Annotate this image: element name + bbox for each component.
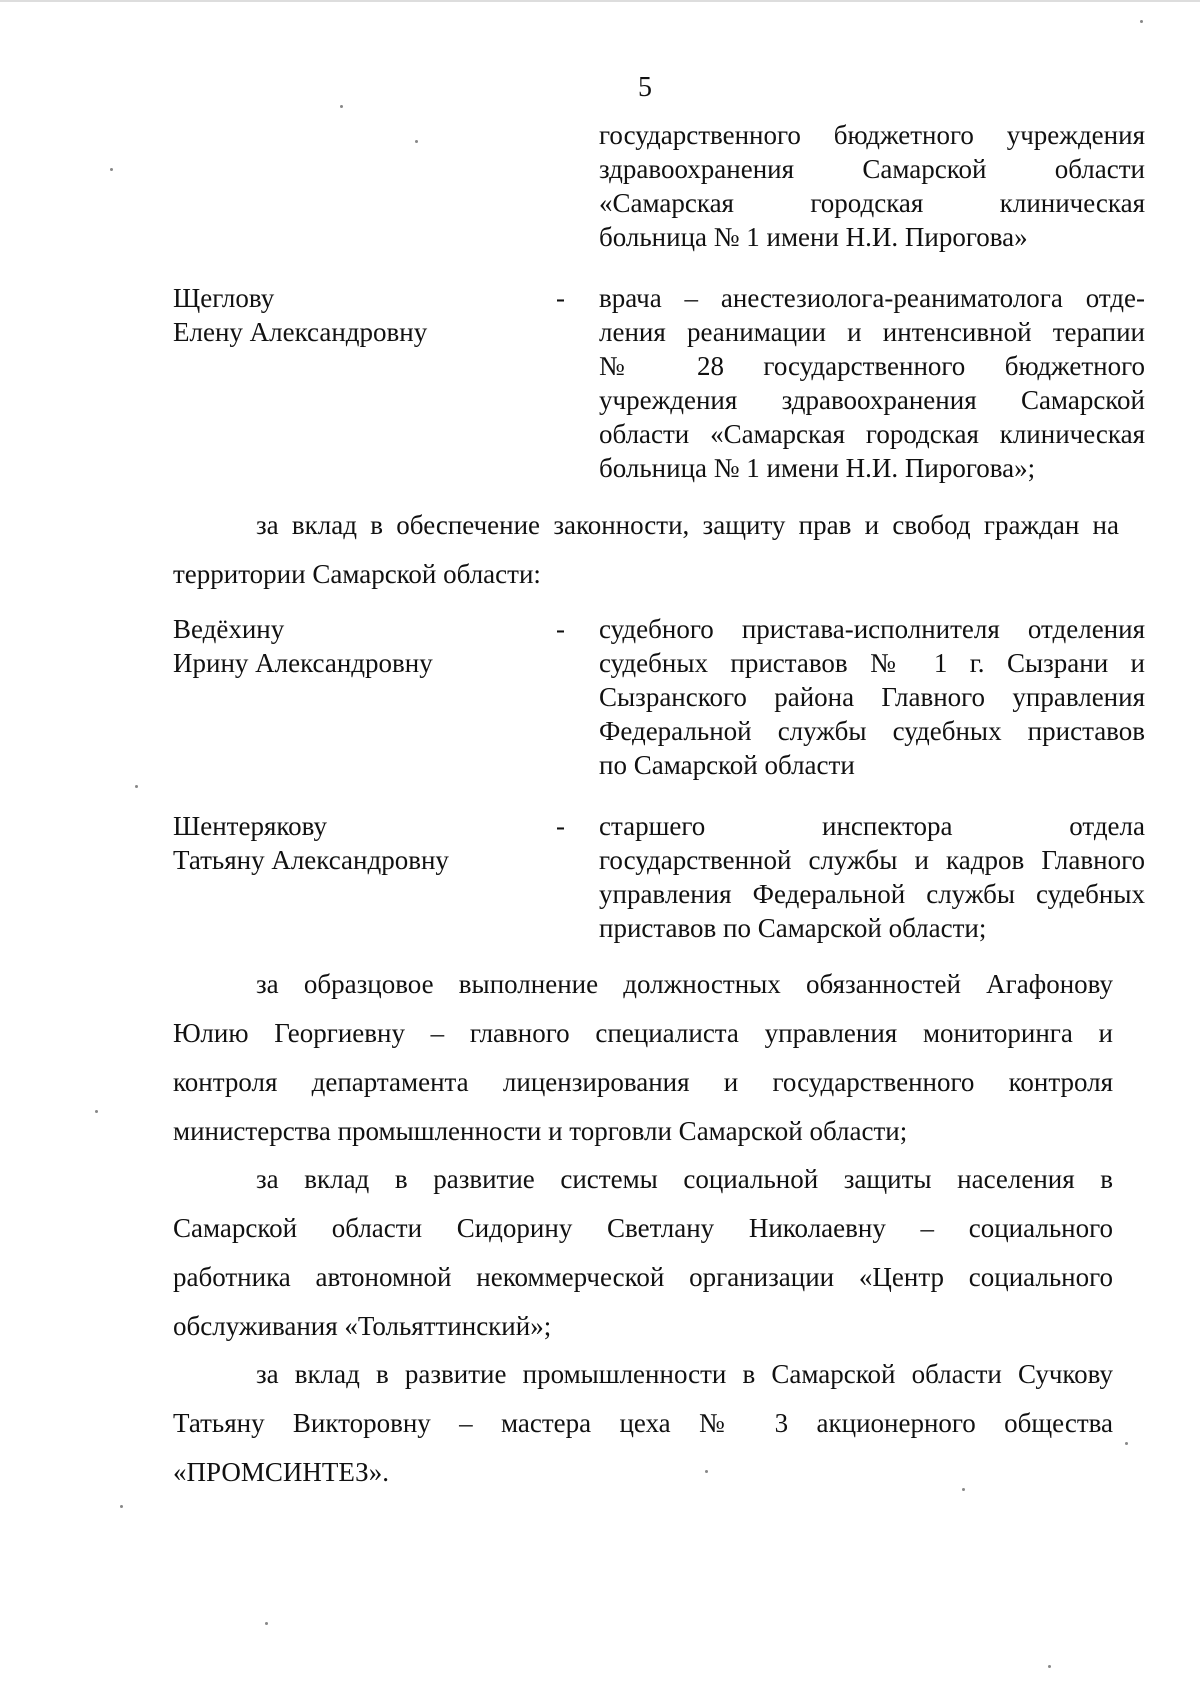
award-paragraph-3 xyxy=(173,1350,1113,1497)
name-line: Елену Александровну xyxy=(173,317,428,347)
text-line: Федеральной службы судебных приставов xyxy=(599,716,1145,746)
text-line: судебного пристава-исполнителя отделения xyxy=(599,614,1145,644)
text-line: Самарской области Сидорину Светлану Николаевну – социального xyxy=(173,1213,1113,1243)
text-line: больница № 1 имени Н.И. Пирогова» xyxy=(599,222,1028,252)
text-line: Юлию Георгиевну – главного специалиста управления мониторинга и xyxy=(173,1018,1113,1048)
awardee-name-1 xyxy=(173,281,503,349)
name-line: Ведёхину xyxy=(173,614,285,644)
text-line: государственного бюджетного учреждения xyxy=(599,120,1145,150)
text-line: судебных приставов № 1 г. Сызрани и xyxy=(599,648,1145,678)
name-line: Щеглову xyxy=(173,283,275,313)
scan-edge xyxy=(0,0,1200,2)
award-paragraph-1 xyxy=(173,960,1113,1156)
scan-speck xyxy=(120,1505,123,1508)
text-line: врача – анестезиолога-реаниматолога отде- xyxy=(599,283,1145,313)
text-line: здравоохранения Самарской области xyxy=(599,154,1145,184)
text-line: за вклад в развитие промышленности в Самарской области Сучкову xyxy=(256,1359,1113,1389)
text-line: ления реанимации и интенсивной терапии xyxy=(599,317,1145,347)
text-line: государственной службы и кадров Главного xyxy=(599,845,1145,875)
text-line: по Самарской области xyxy=(599,750,855,780)
page-number: 5 xyxy=(638,72,652,103)
text-line: за вклад в обеспечение законности, защиту прав и свобод граждан на xyxy=(256,510,1119,540)
text-line: № 28 государственного бюджетного xyxy=(599,351,1145,381)
scan-speck xyxy=(1125,1442,1128,1445)
scan-speck xyxy=(110,168,113,171)
scan-speck xyxy=(705,1470,708,1473)
text-line: территории Самарской области: xyxy=(173,559,541,589)
text-line: «Самарская городская клиническая xyxy=(599,188,1145,218)
text-line: контроля департамента лицензирования и государственного контроля xyxy=(173,1067,1113,1097)
awardee-name-2 xyxy=(173,612,503,680)
awardee-position-3 xyxy=(599,809,1145,945)
text-line: за образцовое выполнение должностных обязанностей Агафонову xyxy=(256,969,1113,999)
scan-speck xyxy=(1140,20,1143,23)
text-line: приставов по Самарской области; xyxy=(599,913,987,943)
text-line: Сызранского района Главного управления xyxy=(599,682,1145,712)
text-line: старшего инспектора отдела xyxy=(599,811,1145,841)
section-intro-law-cont xyxy=(173,550,1125,599)
text-line: работника автономной некоммерческой организации «Центр социального xyxy=(173,1262,1113,1292)
name-line: Ирину Александровну xyxy=(173,648,433,678)
text-line: учреждения здравоохранения Самарской xyxy=(599,385,1145,415)
name-line: Шентерякову xyxy=(173,811,327,841)
text-line: управления Федеральной службы судебных xyxy=(599,879,1145,909)
scan-speck xyxy=(962,1488,965,1491)
scan-speck xyxy=(340,105,343,108)
scan-speck xyxy=(415,140,418,143)
award-paragraph-2 xyxy=(173,1155,1113,1351)
institution-continuation xyxy=(599,118,1145,254)
scan-speck xyxy=(95,1110,98,1113)
text-line: обслуживания «Тольяттинский»; xyxy=(173,1311,552,1341)
name-line: Татьяну Александровну xyxy=(173,845,449,875)
scan-speck xyxy=(135,785,138,788)
section-intro-law xyxy=(173,501,1119,550)
awardee-position-2 xyxy=(599,612,1145,782)
dash-separator: - xyxy=(556,614,565,644)
text-line: области «Самарская городская клиническая xyxy=(599,419,1145,449)
dash-separator: - xyxy=(556,283,565,313)
awardee-name-3 xyxy=(173,809,503,877)
text-line: больница № 1 имени Н.И. Пирогова»; xyxy=(599,453,1036,483)
scan-speck xyxy=(265,1622,268,1625)
text-line: Татьяну Викторовну – мастера цеха № 3 акционерного общества xyxy=(173,1408,1113,1438)
awardee-position-1 xyxy=(599,281,1145,485)
text-line: «ПРОМСИНТЕЗ». xyxy=(173,1457,389,1487)
dash-separator: - xyxy=(556,811,565,841)
text-line: за вклад в развитие системы социальной защиты населения в xyxy=(256,1164,1113,1194)
text-line: министерства промышленности и торговли Самарской области; xyxy=(173,1116,908,1146)
scan-speck xyxy=(1048,1665,1051,1668)
